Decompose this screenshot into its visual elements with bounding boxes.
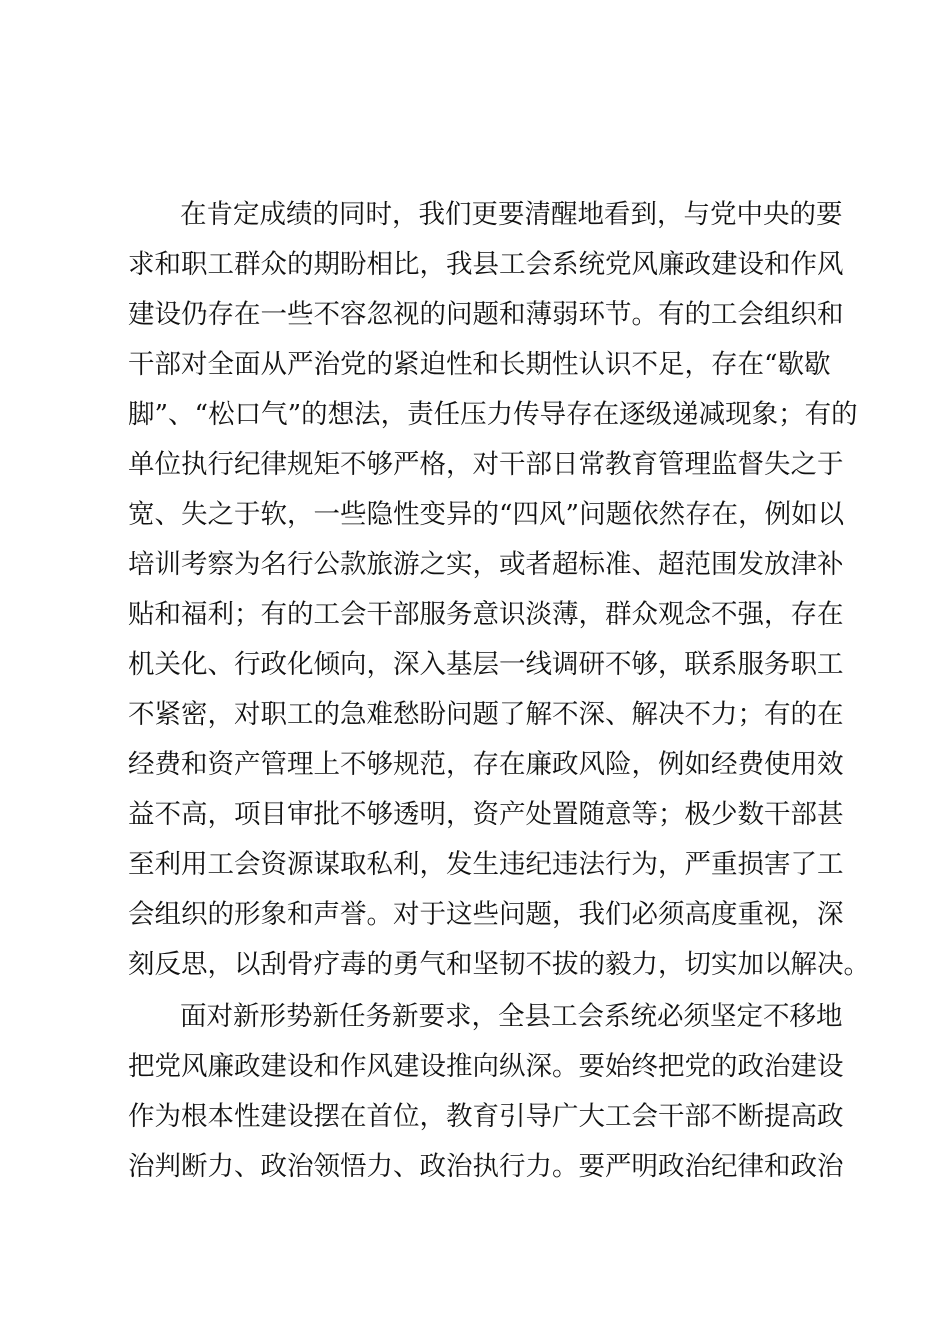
text-line: 益不高，项目审批不够透明，资产处置随意等；极少数干部甚 [128,799,844,830]
paragraph-1 [128,190,870,990]
text-line: 经费和资产管理上不够规范，存在廉政风险，例如经费使用效 [128,749,844,780]
text-line: 宽、失之于软，一些隐性变异的“四风”问题依然存在，例如以 [128,499,845,530]
text-line: 求和职工群众的期盼相比，我县工会系统党风廉政建设和作风 [128,249,844,280]
text-line: 治判断力、政治领悟力、政治执行力。要严明政治纪律和政治 [128,1151,844,1182]
text-line: 贴和福利；有的工会干部服务意识淡薄，群众观念不强，存在 [128,599,844,630]
text-line: 至利用工会资源谋取私利，发生违纪违法行为，严重损害了工 [128,849,844,880]
text-line: 在肯定成绩的同时，我们更要清醒地看到，与党中央的要 [180,199,843,230]
text-line: 机关化、行政化倾向，深入基层一线调研不够，联系服务职工 [128,649,844,680]
text-line: 单位执行纪律规矩不够严格，对干部日常教育管理监督失之于 [128,449,844,480]
text-line: 建设仍存在一些不容忽视的问题和薄弱环节。有的工会组织和 [128,299,844,330]
text-line: 脚”、“松口气”的想法，责任压力传导存在逐级递减现象；有的 [128,399,858,430]
text-line: 干部对全面从严治党的紧迫性和长期性认识不足，存在“歇歇 [128,349,831,380]
text-line: 把党风廉政建设和作风建设推向纵深。要始终把党的政治建设 [128,1051,844,1082]
paragraph-2 [128,992,844,1192]
text-line: 刻反思，以刮骨疗毒的勇气和坚韧不拔的毅力，切实加以解决。 [128,949,870,980]
text-line: 会组织的形象和声誉。对于这些问题，我们必须高度重视，深 [128,899,844,930]
text-line: 不紧密，对职工的急难愁盼问题了解不深、解决不力；有的在 [128,699,844,730]
text-line: 作为根本性建设摆在首位，教育引导广大工会干部不断提高政 [128,1101,844,1132]
text-line: 培训考察为名行公款旅游之实，或者超标准、超范围发放津补 [128,549,844,580]
text-line: 面对新形势新任务新要求，全县工会系统必须坚定不移地 [180,1001,843,1032]
